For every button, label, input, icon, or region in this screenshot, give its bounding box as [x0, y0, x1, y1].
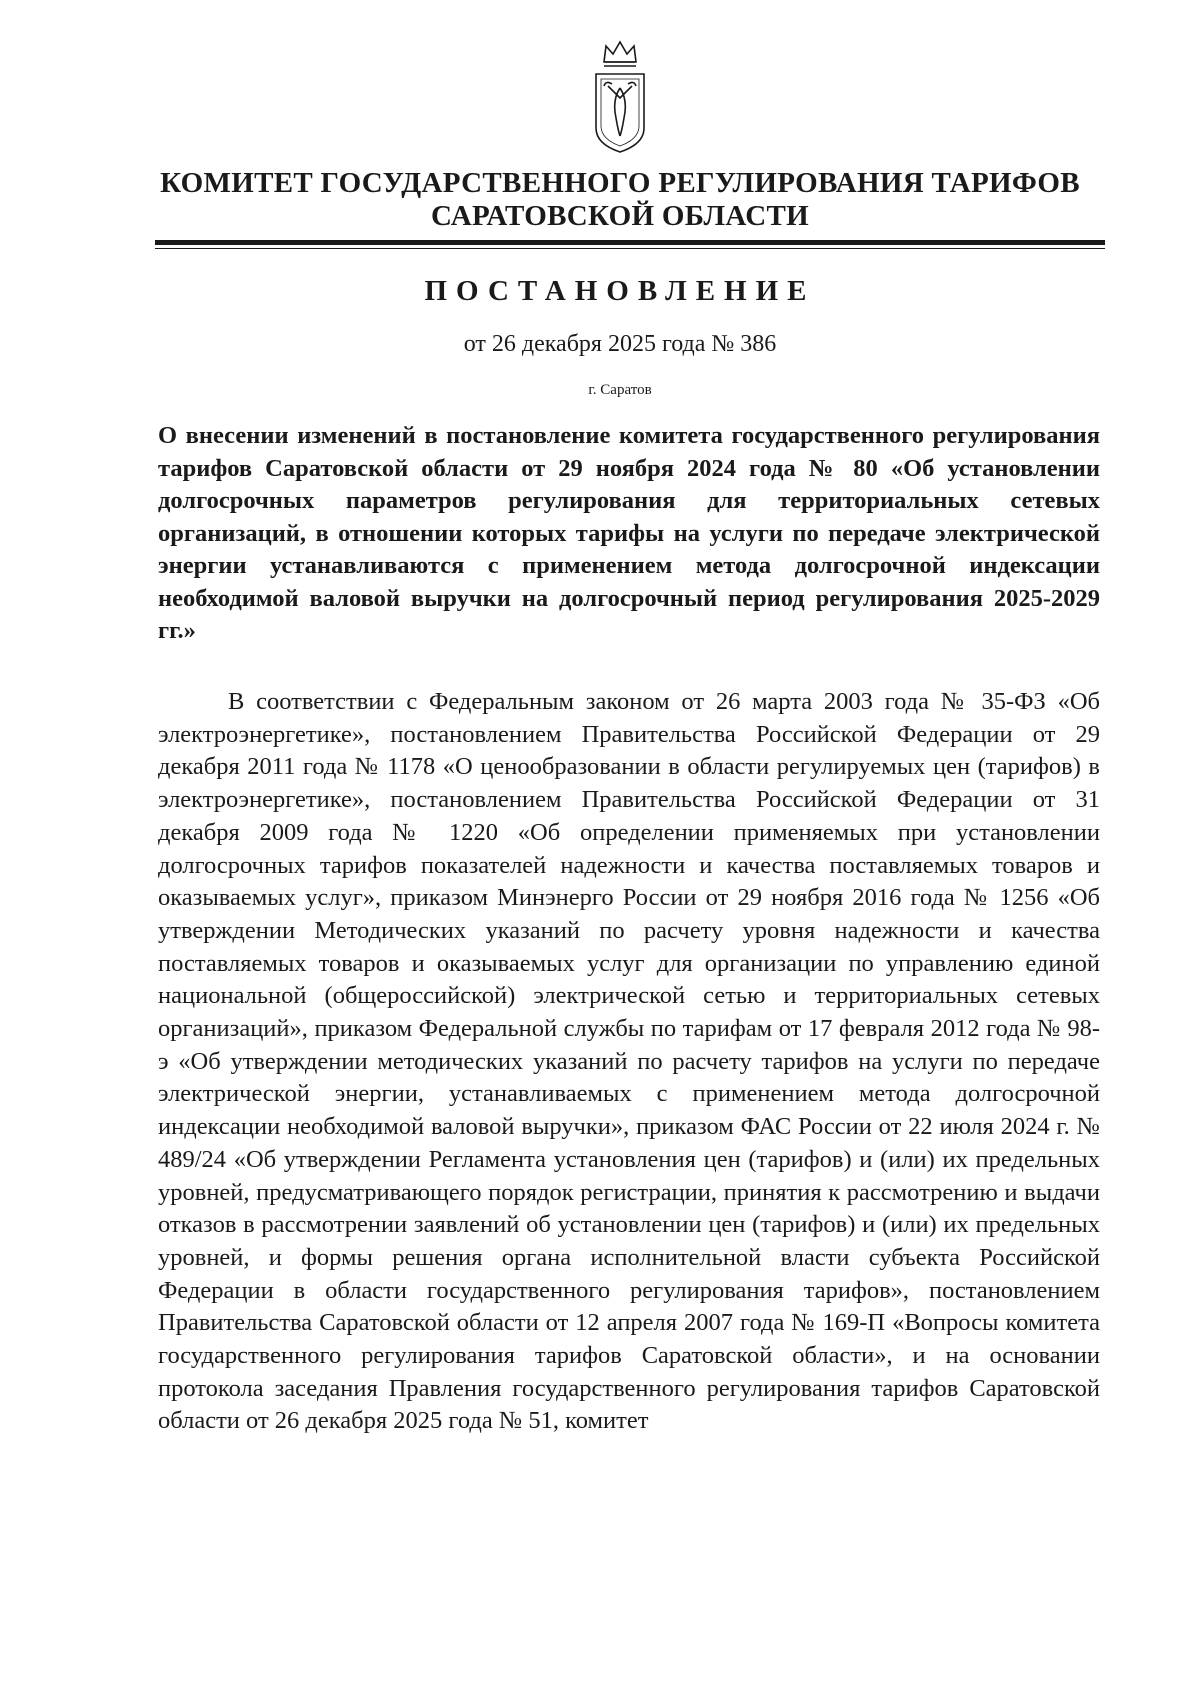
document-city: г. Саратов	[588, 382, 652, 398]
header-divider-thick	[155, 240, 1105, 245]
coat-of-arms-emblem	[590, 40, 650, 160]
preamble-paragraph: В соответствии с Федеральным законом от 26 марта 2003 года № 35-ФЗ «Об электроэнергетике», постановлением Правительства Российской Федерации от 29 декабря 2011 года № 1178 «О ценообразовании в области регулируемых цен (тарифов) в электроэнергетике», постановлением Правительства Российской Федерации от 31 декабря 2009 года № 1220 «Об определении применяемых при установлении долгосрочных тарифов показателей надежности и качества поставляемых товаров и оказываемых услуг», приказом Минэнерго России от 29 ноября 2016 года № 1256 «Об утверждении Методических указаний по расчету уровня надежности и качества поставляемых товаров и оказываемых услуг для организации по управлению единой национальной (общероссийской) электрической сетью и территориальных сетевых организаций», приказом Федеральной службы по тарифам от 17 февраля 2012 года № 98-э «Об утверждении методических указаний по расчету тарифов на услуги по передаче электрической энергии, устанавливаемых с применением метода долгосрочной индексации необходимой валовой выручки», приказом ФАС России от 22 июля 2024 г. № 489/24 «Об утверждении Регламента установления цен (тарифов) и (или) их предельных уровней, предусматривающего порядок регистрации, принятия к рассмотрению и выдачи отказов в рассмотрении заявлений об установлении цен (тарифов) и (или) их предельных уровней, и формы решения органа исполнительной власти субъекта Российской Федерации в области государственного регулирования тарифов», постановлением Правительства Саратовской области от 12 апреля 2007 года № 169-П «Вопросы комитета государственного регулирования тарифов Саратовской области», и на основании протокола заседания Правления государственного регулирования тарифов Саратовской области от 26 декабря 2025 года № 51, комитет	[158, 688, 1100, 1435]
organization-name-line-1: КОМИТЕТ ГОСУДАРСТВЕННОГО РЕГУЛИРОВАНИЯ ТАРИФОВ	[160, 167, 1080, 199]
document-type-heading: ПОСТАНОВЛЕНИЕ	[424, 275, 816, 307]
organization-name-line-2: САРАТОВСКОЙ ОБЛАСТИ	[431, 200, 809, 232]
document-date-number: от 26 декабря 2025 года № 386	[463, 331, 777, 357]
header-divider-thin	[155, 248, 1105, 249]
document-title: О внесении изменений в постановление комитета государственного регулирования тарифов Саратовской области от 29 ноября 2024 года № 80 «Об установлении долгосрочных параметров регулирования для территориальных сетевых организаций, в отношении которых тарифы на услуги по передаче электрической энергии устанавливаются с применением метода долгосрочной индексации необходимой валовой выручки на долгосрочный период регулирования 2025-2029 гг.»	[158, 422, 1100, 644]
